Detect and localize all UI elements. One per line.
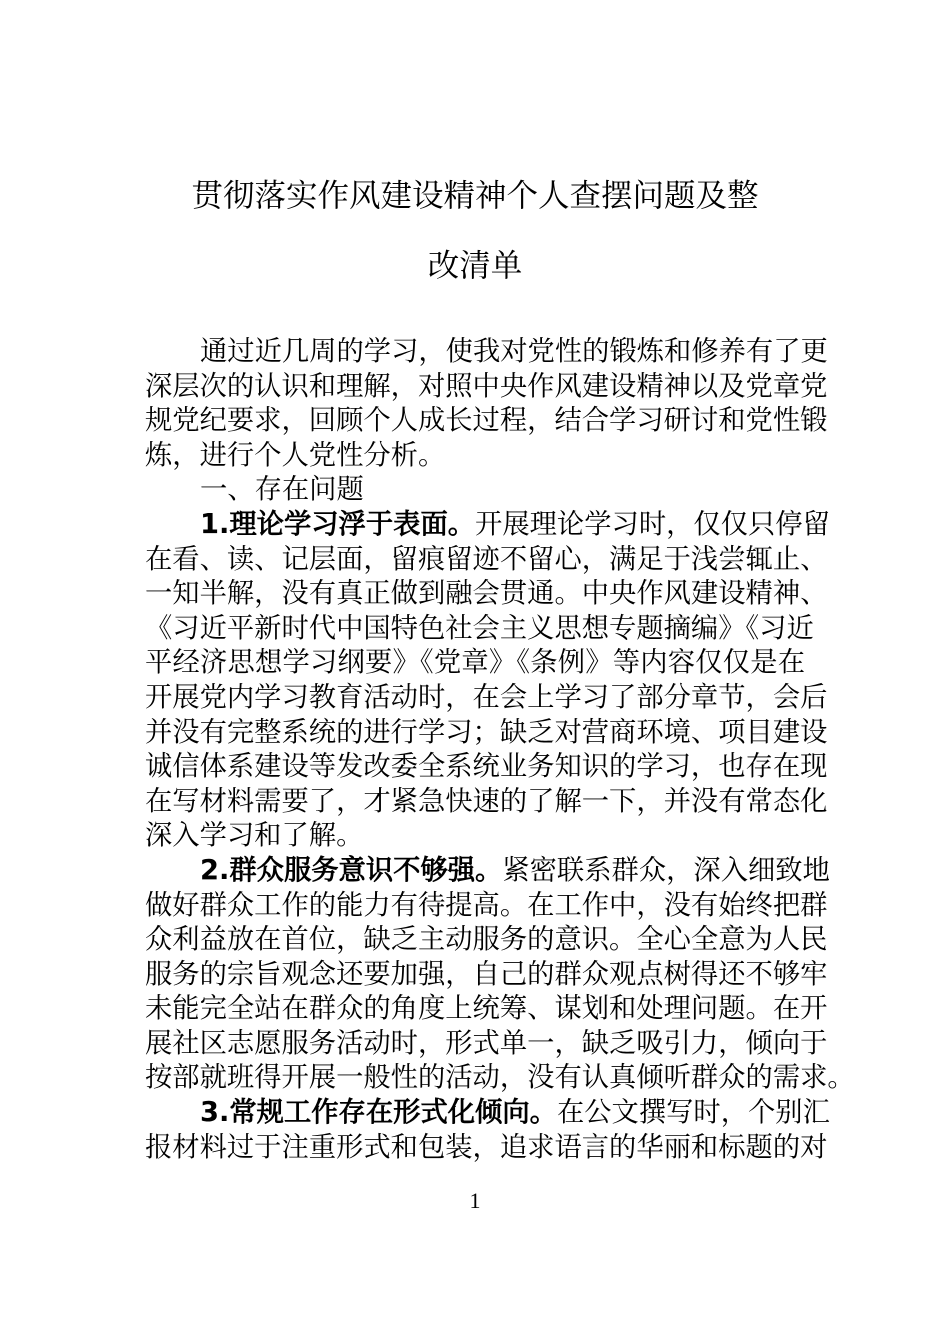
document-title-line-2: 改清单 [427, 248, 523, 284]
text-line: 在写材料需要了，才紧急快速的了解一下，并没有常态化 [145, 785, 828, 817]
text-line: 报材料过于注重形式和包装，追求语言的华丽和标题的对 [145, 1131, 828, 1163]
problem-item-1 [145, 508, 830, 854]
text-line: 服务的宗旨观念还要加强，自己的群众观点树得还不够牢 [145, 958, 828, 990]
text-line: 平经济思想学习纲要》《党章》《条例》等内容仅仅是在 [145, 647, 805, 679]
text-line: 未能完全站在群众的角度上统筹、谋划和处理问题。在开 [145, 993, 828, 1025]
item-heading: 1.理论学习浮于表面。 [200, 508, 476, 540]
section-heading: 一、存在问题 [200, 474, 364, 506]
text-segment: 紧密联系群众，深入细致地 [502, 854, 830, 886]
problem-item-2 [145, 854, 855, 1096]
intro-paragraph [145, 335, 828, 473]
text-line: 按部就班得开展一般性的活动，没有认真倾听群众的需求。 [145, 1062, 855, 1094]
text-line: 《习近平新时代中国特色社会主义思想专题摘编》《习近 [145, 612, 814, 644]
text-line: 规党纪要求，回顾个人成长过程，结合学习研讨和党性锻 [145, 405, 828, 437]
item-heading: 3.常规工作存在形式化倾向。 [200, 1097, 557, 1129]
page-number: 1 [469, 1188, 481, 1213]
problem-item-3 [145, 1096, 830, 1165]
document-title-line-1: 贯彻落实作风建设精神个人查摆问题及整 [191, 178, 759, 214]
text-line: 通过近几周的学习，使我对党性的锻炼和修养有了更 [200, 336, 828, 367]
text-segment: 在公文撰写时，个别汇 [556, 1097, 830, 1129]
document-body [145, 335, 855, 1165]
text-segment: 开展理论学习时，仅仅只停留 [475, 508, 830, 540]
text-line: 深层次的认识和理解，对照中央作风建设精神以及党章党 [145, 370, 828, 402]
text-line: 众利益放在首位，缺乏主动服务的意识。全心全意为人民 [145, 924, 828, 956]
item-heading: 2.群众服务意识不够强。 [200, 854, 503, 886]
text-line [145, 1096, 830, 1131]
text-line [145, 854, 830, 889]
text-line: 做好群众工作的能力有待提高。在工作中，没有始终把群 [145, 889, 828, 921]
text-line: 在看、读、记层面，留痕留迹不留心，满足于浅尝辄止、 [145, 543, 828, 575]
text-line: 展社区志愿服务活动时，形式单一，缺乏吸引力，倾向于 [145, 1027, 828, 1059]
text-line: 深入学习和了解。 [145, 820, 364, 852]
text-line: 开展党内学习教育活动时，在会上学习了部分章节，会后 [145, 681, 828, 713]
text-line: 一知半解，没有真正做到融会贯通。中央作风建设精神、 [145, 578, 828, 610]
text-line: 诚信体系建设等发改委全系统业务知识的学习，也存在现 [145, 751, 828, 783]
text-line [145, 508, 830, 543]
text-line: 并没有完整系统的进行学习；缺乏对营商环境、项目建设 [145, 716, 828, 748]
text-line: 炼，进行个人党性分析。 [145, 439, 446, 471]
